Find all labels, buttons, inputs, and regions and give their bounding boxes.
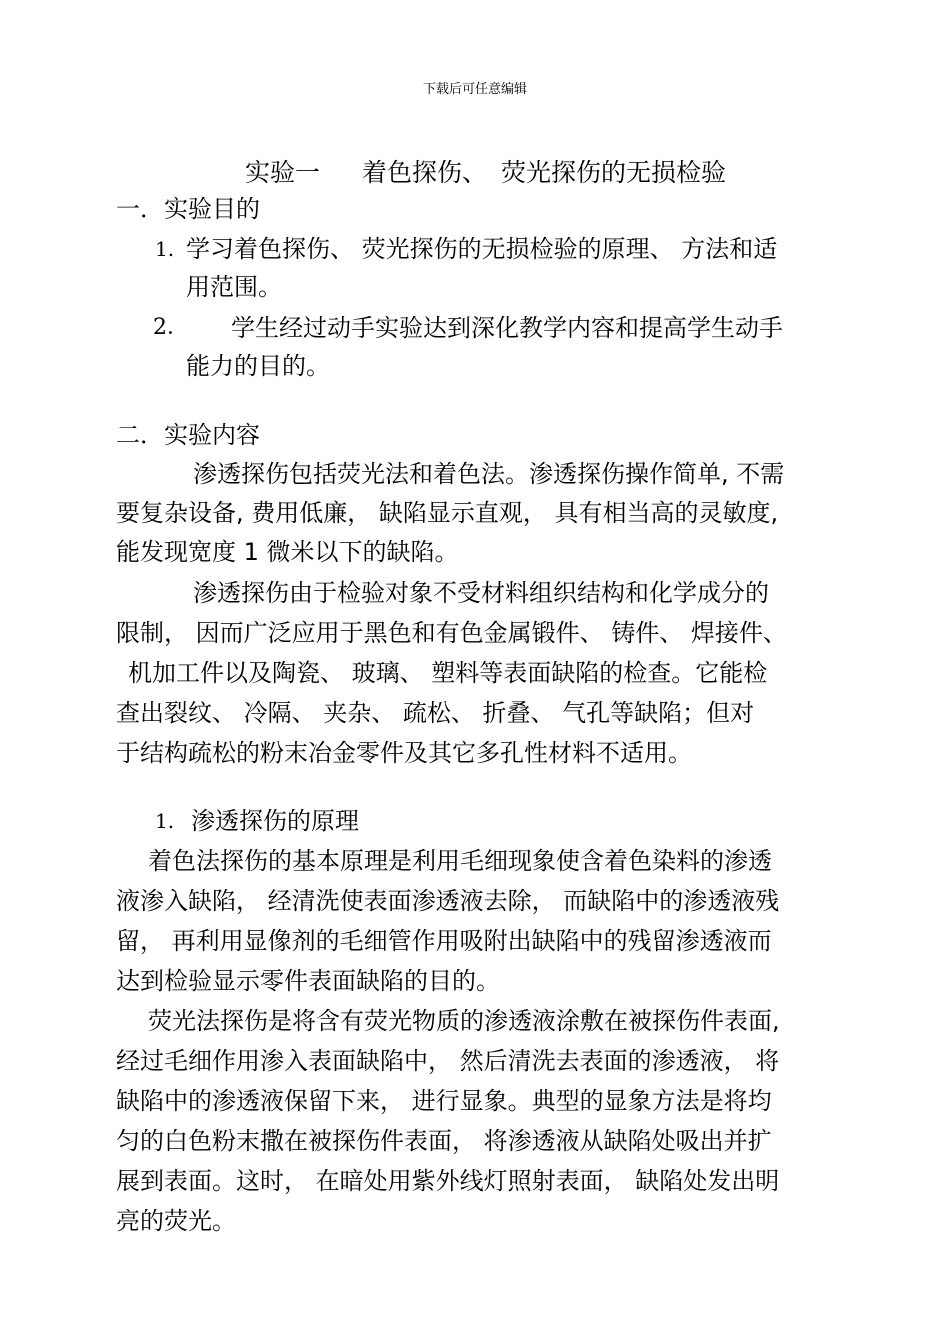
item-1-number: 1. — [155, 237, 175, 261]
para-4-line-6: 亮的荧光。 — [116, 1207, 236, 1235]
title-part-2: 着色探伤、 — [362, 158, 488, 187]
title-part-3: 荧光探伤的无损检验 — [501, 158, 727, 187]
para-4-line-1: 荧光法探伤是将含有荧光物质的渗透液涂敷在被探伤件表面, — [148, 1007, 780, 1035]
para-3-line-1: 着色法探伤的基本原理是利用毛细现象使含着色染料的渗透 — [148, 847, 772, 875]
para-1-line-1: 渗透探伤包括荧光法和着色法。渗透探伤操作简单, 不需 — [193, 460, 785, 488]
para-3-line-3: 留， 再利用显像剂的毛细管作用吸附出缺陷中的残留渗透液而 — [116, 927, 772, 955]
item-2-line-1: 学生经过动手实验达到深化教学内容和提高学生动手 — [231, 314, 783, 342]
para-1-line-3: 能发现宽度 1 微米以下的缺陷。 — [116, 538, 459, 566]
subsection-1-title: 渗透探伤的原理 — [191, 807, 359, 835]
para-4-line-4: 匀的白色粉末撒在被探伤件表面， 将渗透液从缺陷处吸出并扩 — [116, 1127, 772, 1155]
para-3-line-2: 液渗入缺陷， 经清洗使表面渗透液去除， 而缺陷中的渗透液残 — [116, 887, 780, 915]
document-title — [245, 153, 726, 189]
para-2-line-3: 机加工件以及陶瓷、 玻璃、 塑料等表面缺陷的检查。它能检 — [128, 659, 768, 687]
title-part-1: 实验一 — [245, 158, 321, 187]
para-4-line-5: 展到表面。这时， 在暗处用紫外线灯照射表面， 缺陷处发出明 — [116, 1167, 780, 1195]
subsection-1-number: 1. — [155, 809, 175, 833]
para-2-line-2: 限制， 因而广泛应用于黑色和有色金属锻件、 铸件、 焊接件、 — [116, 619, 787, 647]
item-2-line-2: 能力的目的。 — [186, 352, 330, 380]
item-1-line-1: 学习着色探伤、 荧光探伤的无损检验的原理、 方法和适 — [186, 235, 778, 263]
item-2-number: 2． — [153, 315, 189, 340]
para-2-line-5: 于结构疏松的粉末冶金零件及其它多孔性材料不适用。 — [116, 739, 692, 767]
para-2-line-4: 查出裂纹、 冷隔、 夹杂、 疏松、 折叠、 气孔等缺陷；但对 — [116, 699, 755, 727]
para-4-line-3: 缺陷中的渗透液保留下来， 进行显象。典型的显象方法是将均 — [116, 1087, 772, 1115]
page-header: 下载后可任意编辑 — [422, 82, 527, 97]
para-2-line-1: 渗透探伤由于检验对象不受材料组织结构和化学成分的 — [193, 579, 769, 607]
item-1-line-2: 用范围。 — [186, 273, 282, 301]
section-heading-2: 二．实验内容 — [116, 421, 260, 449]
para-4-line-2: 经过毛细作用渗入表面缺陷中， 然后清洗去表面的渗透液， 将 — [116, 1047, 780, 1075]
para-1-line-2: 要复杂设备, 费用低廉， 缺陷显示直观， 具有相当高的灵敏度, — [116, 499, 779, 527]
para-3-line-4: 达到检验显示零件表面缺陷的目的。 — [116, 967, 500, 995]
section-heading-1: 一．实验目的 — [116, 195, 260, 223]
